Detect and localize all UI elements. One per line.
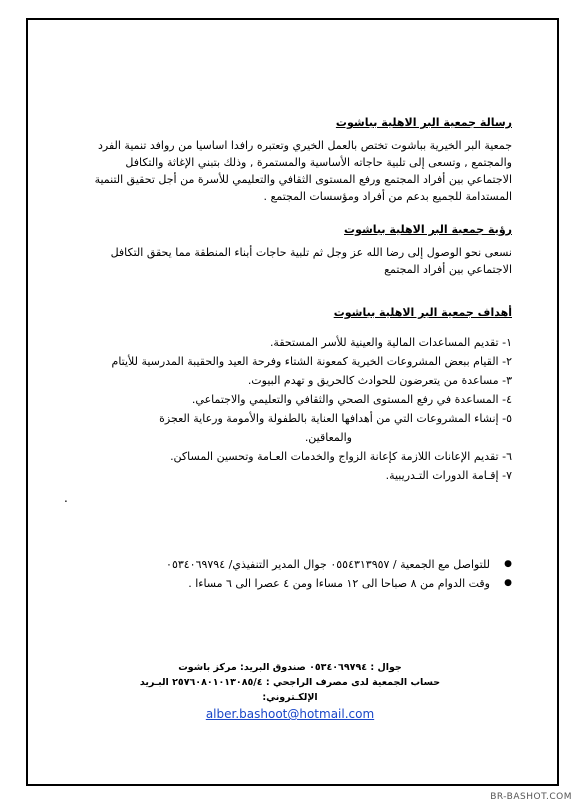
vision-line: الاجتماعي بين أفراد المجتمع: [384, 263, 512, 276]
mission-section: [64, 116, 512, 205]
hours-item: [64, 574, 512, 593]
bullet-icon: ●: [504, 578, 512, 588]
goal-item: ٥- إنشاء المشروعات التي من أهدافها العناية بالطفولة والأمومة ورعاية العجزة: [159, 412, 512, 425]
mission-line: جمعية البر الخيرية بباشوت تختص بالعمل الخيري وتعتبره رافدا اساسيا من روافد تنمية الفرد: [98, 139, 512, 152]
mission-heading: رسالة جمعية البر الاهلية بباشوت: [335, 116, 512, 129]
contact-list: [64, 555, 512, 593]
contact-item: [64, 555, 512, 574]
vision-heading: رؤية جمعية البر الاهلية بباشوت: [344, 223, 512, 236]
goal-item: ٧- إقـامة الدورات التـدريبية.: [385, 469, 512, 482]
goal-item: ٣- مساعدة من يتعرضون للحوادث كالحريق و تهدم البيوت.: [247, 374, 512, 387]
mission-line: الاجتماعي بين أفراد المجتمع ورفع المستوى الثقافي والتعليمي للأسرة من أجل تحقيق التنمية: [94, 173, 512, 186]
footer-account-line: حساب الجمعية لدى مصرف الراجحي : ٢٥٧٦٠٨٠١٠١٣٠٨٥/٤ البـريد الإلكـتروني:: [139, 677, 441, 703]
goal-item: ١- تقديم المساعدات المالية والعينية للأسر المستحقة.: [269, 336, 512, 349]
goal-item: ٦- تقديم الإعانات اللازمة كإعانة الزواج والخدمات العـامة وتحسين المساكن.: [170, 450, 512, 463]
goals-list: [64, 333, 512, 485]
goals-section: [64, 306, 512, 505]
goals-heading: أهداف جمعية البر الاهلية بباشوت: [333, 306, 512, 319]
trailing-dot: .: [64, 491, 68, 505]
goal-item: ٢- القيام ببعض المشروعات الخيرية كمعونة الشتاء وفرحة العيد والحقيبة المدرسية للأيتام: [111, 355, 512, 368]
email-link[interactable]: alber.bashoot@hotmail.com: [205, 707, 375, 721]
goal-item: ٤- المساعدة في رفع المستوى الصحي والثقافي والتعليمي والاجتماعي.: [191, 393, 512, 406]
mission-line: والمجتمع , وتسعى إلى تلبية حاجاته الأساسية والمستمرة , وذلك بتبني الإغاثة والتكافل: [125, 156, 512, 169]
bullet-icon: ●: [504, 559, 512, 569]
contact-text: للتواصل مع الجمعية / ٠٥٥٤٣١٣٩٥٧ جوال المدير التنفيذي/ ٠٥٣٤٠٦٩٧٩٤: [166, 558, 490, 571]
vision-line: نسعى نحو الوصول إلى رضا الله عز وجل ثم تلبية حاجات أبناء المنطقة مما يحقق التكافل: [110, 246, 512, 259]
footer-phone-line: جوال : ٠٥٣٤٠٦٩٧٩٤ صندوق البريد: مركز باشوت: [178, 662, 402, 673]
footer: [120, 660, 460, 723]
vision-section: [64, 223, 512, 278]
document-body: [64, 104, 512, 609]
site-watermark: BR-BASHOT.COM: [490, 792, 572, 802]
goal-item-continuation: والمعاقين.: [304, 431, 352, 444]
hours-text: وقت الدوام من ٨ صباحا الى ١٢ مساءا ومن ٤ عصرا الى ٦ مساءا .: [188, 577, 490, 590]
mission-line: المستدامة للجميع بدعم من أفراد ومؤسسات المجتمع .: [263, 190, 512, 203]
